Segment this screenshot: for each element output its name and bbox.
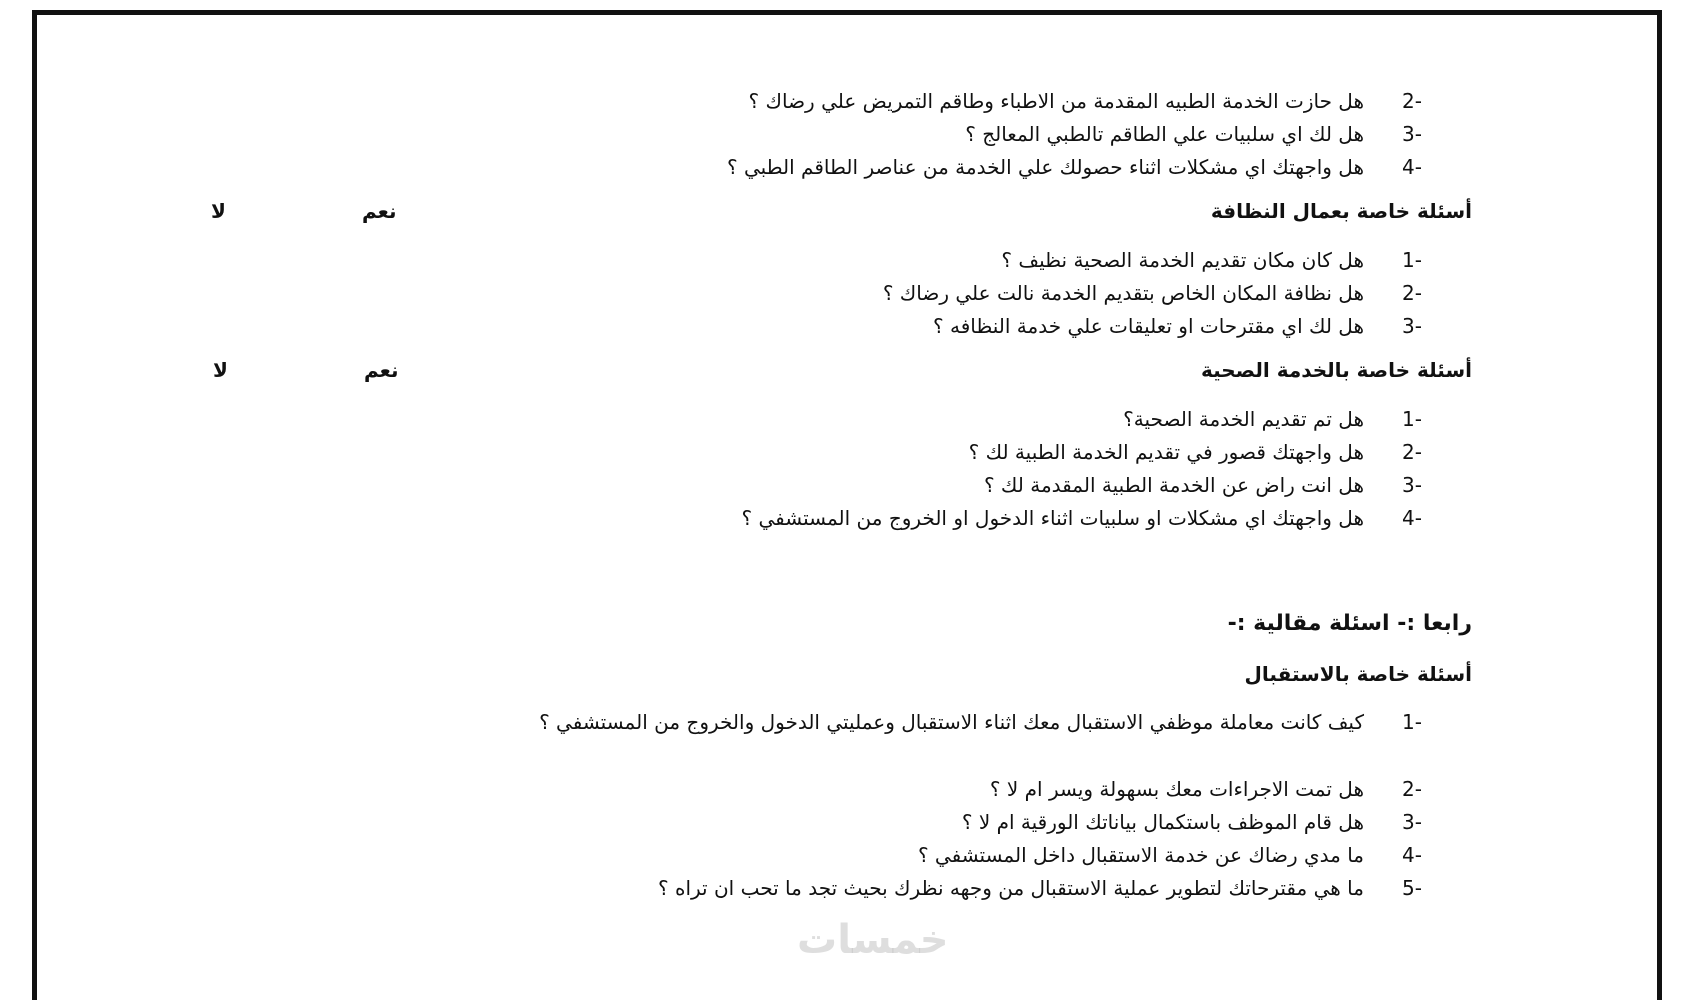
question-text: هل كان مكان تقديم الخدمة الصحية نظيف ؟: [1001, 248, 1364, 272]
question-text: هل واجهتك اي مشكلات او سلبيات اثناء الدخول او الخروج من المستشفي ؟: [741, 506, 1364, 530]
cleaning-section-title: أسئلة خاصة بعمال النظافة: [1210, 199, 1472, 223]
question-row: [749, 88, 1422, 114]
question-number: -4: [1402, 155, 1422, 179]
reception-subtitle: أسئلة خاصة بالاستقبال: [1244, 662, 1472, 686]
question-number: -1: [1402, 248, 1422, 272]
question-row: [962, 809, 1422, 835]
question-number: -1: [1402, 407, 1422, 431]
question-number: -1: [1402, 710, 1422, 734]
watermark: خمسات: [797, 917, 949, 963]
question-text: هل تم تقديم الخدمة الصحية؟: [1123, 407, 1364, 431]
question-text: هل قام الموظف باستكمال بياناتك الورقية ام لا ؟: [961, 810, 1364, 834]
question-row: [232, 705, 1422, 739]
health-section-title: أسئلة خاصة بالخدمة الصحية: [1200, 358, 1472, 382]
question-row: [1001, 247, 1422, 273]
question-row: [741, 505, 1422, 531]
question-number: -3: [1402, 122, 1422, 146]
question-row: [933, 313, 1422, 339]
question-number: -5: [1402, 876, 1422, 900]
no-column-label: لا: [213, 358, 228, 382]
question-text: هل واجهتك اي مشكلات اثناء حصولك علي الخدمة من عناصر الطاقم الطبي ؟: [726, 155, 1364, 179]
question-text: ما هي مقترحاتك لتطوير عملية الاستقبال من وجهه نظرك بحيث تجد ما تحب ان تراه ؟: [658, 876, 1364, 900]
question-row: [990, 776, 1422, 802]
question-row: [727, 154, 1422, 180]
question-number: -2: [1402, 89, 1422, 113]
document-page: [32, 10, 1662, 1000]
question-row: [969, 439, 1422, 465]
question-text: هل نظافة المكان الخاص بتقديم الخدمة نالت علي رضاك ؟: [882, 281, 1364, 305]
question-number: -2: [1402, 440, 1422, 464]
question-row: [883, 280, 1422, 306]
question-text: كيف كانت معاملة موظفي الاستقبال معك اثناء الاستقبال وعمليتي الدخول والخروج من المستشفي ؟: [539, 710, 1364, 734]
question-row: [1123, 406, 1422, 432]
no-column-label: لا: [211, 199, 226, 223]
question-text: هل لك اي مقترحات او تعليقات علي خدمة النظافه ؟: [933, 314, 1364, 338]
question-text: هل واجهتك قصور في تقديم الخدمة الطبية لك ؟: [968, 440, 1364, 464]
question-row: [918, 842, 1422, 868]
question-row: [984, 472, 1422, 498]
question-number: -4: [1402, 843, 1422, 867]
question-number: -3: [1402, 810, 1422, 834]
question-row: [658, 875, 1422, 901]
question-number: -3: [1402, 314, 1422, 338]
question-text: هل انت راض عن الخدمة الطبية المقدمة لك ؟: [983, 473, 1364, 497]
question-number: -3: [1402, 473, 1422, 497]
yes-column-label: نعم: [364, 358, 399, 382]
essay-section-title: رابعا :- اسئلة مقالية :-: [1227, 611, 1472, 636]
question-text: هل حازت الخدمة الطبيه المقدمة من الاطباء وطاقم التمريض علي رضاك ؟: [748, 89, 1364, 113]
question-number: -2: [1402, 777, 1422, 801]
question-row: [965, 121, 1422, 147]
yes-column-label: نعم: [362, 199, 397, 223]
question-number: -2: [1402, 281, 1422, 305]
question-text: هل تمت الاجراءات معك بسهولة ويسر ام لا ؟: [989, 777, 1364, 801]
question-text: ما مدي رضاك عن خدمة الاستقبال داخل المستشفي ؟: [917, 843, 1364, 867]
question-number: -4: [1402, 506, 1422, 530]
question-text: هل لك اي سلبيات علي الطاقم تالطبي المعالج ؟: [965, 122, 1364, 146]
